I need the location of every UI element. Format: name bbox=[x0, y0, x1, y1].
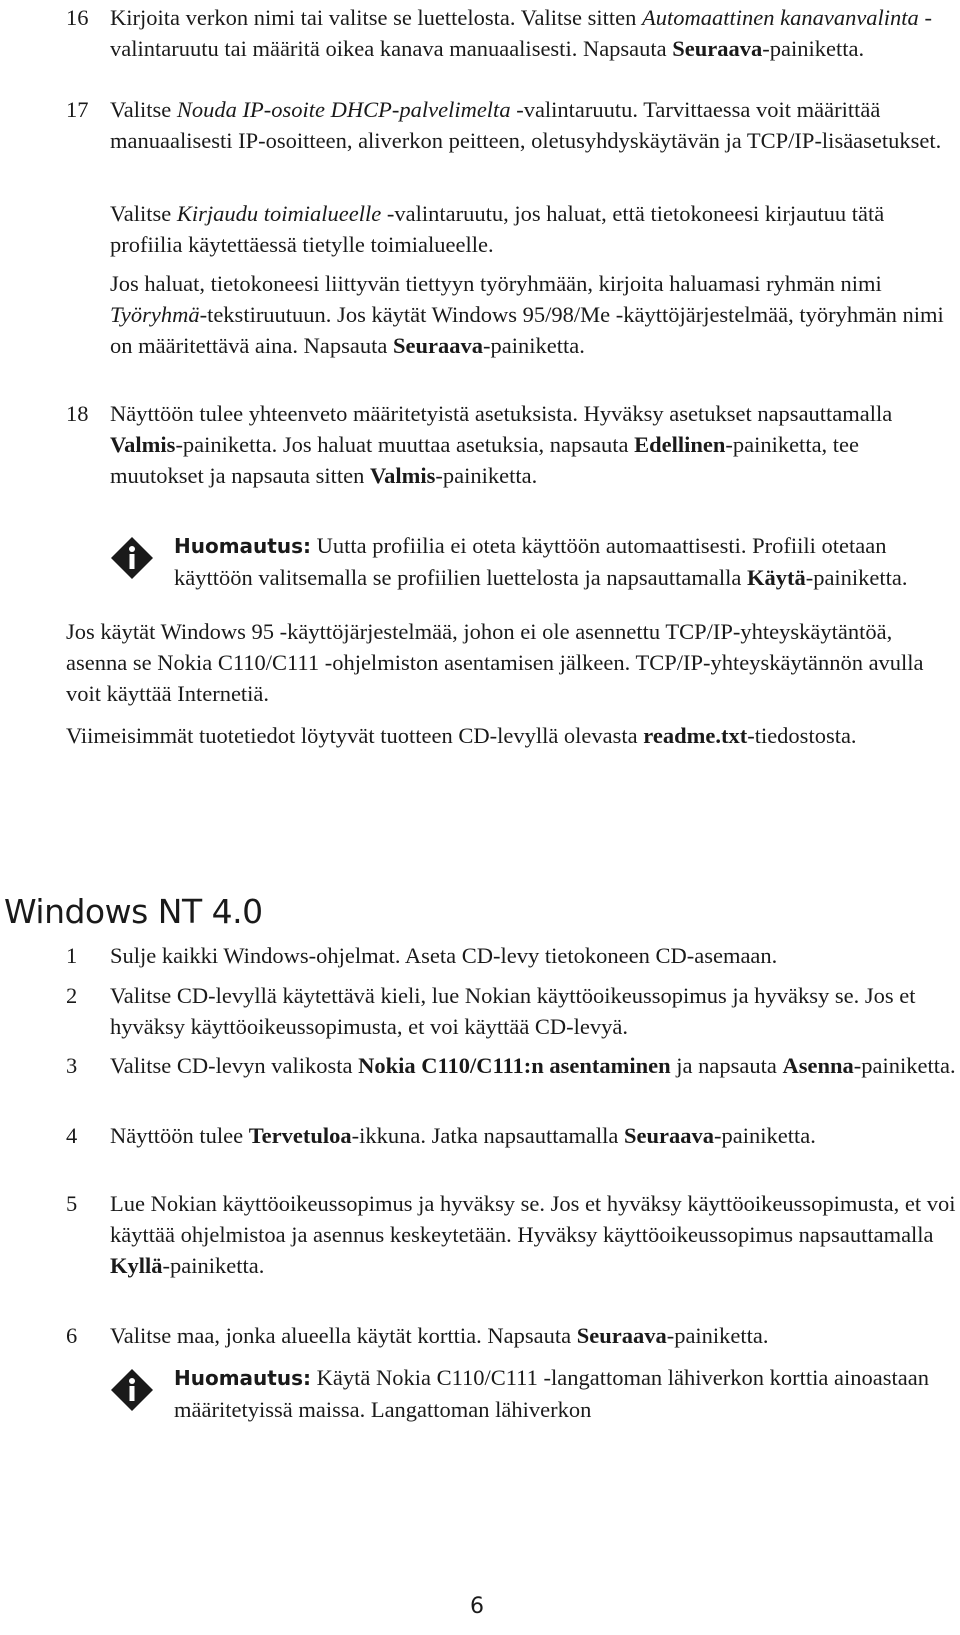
text-run: Tervetuloa bbox=[248, 1123, 352, 1148]
step-17-workgroup-paragraph bbox=[110, 268, 956, 361]
text-run: Seuraava bbox=[576, 1323, 667, 1348]
nt-step-1 bbox=[66, 940, 956, 971]
text-run: Seuraava bbox=[393, 333, 483, 358]
text-run: Seuraava bbox=[672, 36, 763, 61]
step-number: 4 bbox=[66, 1123, 78, 1148]
text-run: Valmis bbox=[110, 432, 176, 457]
step-number: 6 bbox=[66, 1323, 78, 1348]
text-run: -valintaruutu, jos haluat, että tietokoneesi kirjautuu tätä profiilia käytettäessä tietylle toimialueelle. bbox=[110, 201, 885, 257]
page-number: 6 bbox=[470, 1594, 484, 1619]
step-text bbox=[110, 940, 956, 971]
text-run: Näyttöön tulee bbox=[110, 1123, 249, 1148]
nt-step-3 bbox=[66, 1050, 956, 1081]
text-run: Automaattinen kanavanvalinta bbox=[641, 5, 919, 30]
text-run: Näyttöön tulee yhteenveto määritetyistä asetuksista. Hyväksy asetukset napsauttamalla bbox=[110, 401, 893, 426]
text-run: Käytä bbox=[746, 565, 806, 590]
windows95-paragraph bbox=[66, 616, 956, 709]
text-run: -painiketta. bbox=[666, 1323, 769, 1348]
step-text bbox=[110, 1188, 956, 1281]
step-text bbox=[110, 94, 956, 156]
step-number: 17 bbox=[66, 97, 89, 122]
nt-step-6 bbox=[66, 1320, 956, 1351]
text-run: -painiketta. bbox=[435, 463, 538, 488]
text-run: -painiketta. bbox=[853, 1053, 956, 1078]
text-run: -valintaruutu. Tarvittaessa voit määrittää manuaalisesti IP-osoitteen, aliverkon peitteen, oletusyhdyskäytävän ja TCP/IP-lisäasetukset. bbox=[110, 97, 942, 153]
note-new-profile bbox=[110, 530, 956, 593]
readme-paragraph bbox=[66, 720, 956, 751]
text-run: -painiketta. bbox=[762, 36, 865, 61]
text-run: Sulje kaikki Windows-ohjelmat. Aseta CD-levy tietokoneen CD-asemaan. bbox=[110, 943, 778, 968]
info-icon bbox=[110, 1368, 154, 1412]
note-label: Huomautus: bbox=[174, 534, 311, 558]
text-run: Käytä Nokia C110/C111 -langattoman lähiverkon korttia ainoastaan määritetyissä maissa. Langattoman lähiverkon bbox=[174, 1365, 929, 1422]
text-run: Nouda IP-osoite DHCP-palvelimelta bbox=[176, 97, 511, 122]
text-run: readme.txt bbox=[643, 723, 748, 748]
info-icon bbox=[110, 536, 154, 580]
text-run: Edellinen bbox=[634, 432, 726, 457]
step-17-domain-paragraph bbox=[110, 198, 956, 260]
note-allowed-countries bbox=[110, 1362, 956, 1425]
note-text bbox=[174, 530, 956, 593]
step-number: 3 bbox=[66, 1053, 78, 1078]
step-18 bbox=[66, 398, 956, 491]
text-run: Valitse bbox=[110, 201, 177, 226]
text-run: Valitse CD-levyllä käytettävä kieli, lue Nokian käyttöoikeussopimus ja hyväksy se. Jos et hyväksy käyttöoikeussopimusta, et voi käyttää CD-levyä. bbox=[110, 983, 916, 1039]
step-text bbox=[110, 1120, 956, 1151]
step-16 bbox=[66, 2, 956, 64]
text-run: -painiketta. bbox=[162, 1253, 265, 1278]
text-run: Valmis bbox=[369, 463, 436, 488]
step-text bbox=[110, 398, 956, 491]
step-text bbox=[110, 1050, 956, 1081]
step-number: 16 bbox=[66, 5, 89, 30]
step-number: 1 bbox=[66, 943, 78, 968]
step-number: 2 bbox=[66, 983, 78, 1008]
text-run: -ikkuna. Jatka napsauttamalla bbox=[351, 1123, 625, 1148]
text-run: -tiedostosta. bbox=[747, 723, 857, 748]
text-run: Uutta profiilia ei oteta käyttöön automaattisesti. Profiili otetaan käyttöön valitsemalla se profiilien luettelosta ja napsauttamalla bbox=[174, 533, 887, 590]
text-run: Valitse bbox=[110, 97, 177, 122]
text-run: -valintaruutu tai määritä oikea kanava manuaalisesti. Napsauta bbox=[110, 5, 932, 61]
text-run: Kyllä bbox=[110, 1253, 163, 1278]
text-run: Kirjoita verkon nimi tai valitse se luettelosta. Valitse sitten bbox=[110, 5, 642, 30]
step-text bbox=[110, 2, 956, 64]
step-text bbox=[110, 980, 956, 1042]
text-run: Kirjaudu toimialueelle bbox=[176, 201, 382, 226]
note-label: Huomautus: bbox=[174, 1366, 311, 1390]
text-run: Nokia C110/C111:n asentaminen bbox=[358, 1053, 671, 1078]
text-run: Työryhmä bbox=[110, 302, 200, 327]
text-run: Seuraava bbox=[624, 1123, 715, 1148]
nt-step-2 bbox=[66, 980, 956, 1042]
text-run: ja napsauta bbox=[670, 1053, 783, 1078]
step-number: 5 bbox=[66, 1191, 78, 1216]
step-17 bbox=[66, 94, 956, 156]
text-run: -painiketta. bbox=[483, 333, 585, 358]
text-run: -painiketta. bbox=[714, 1123, 816, 1148]
text-run: -painiketta, tee muutokset ja napsauta sitten bbox=[110, 432, 860, 488]
text-run: Lue Nokian käyttöoikeussopimus ja hyväksy se. Jos et hyväksy käyttöoikeussopimusta, et voi käyttää ohjelmistoa ja asennus keskeytetään. Hyväksy käyttöoikeussopimus napsauttamalla bbox=[110, 1191, 956, 1247]
nt-step-5 bbox=[66, 1188, 956, 1281]
text-run: -tekstiruutuun. Jos käytät Windows 95/98/Me -käyttöjärjestelmää, työryhmän nimi on määritettävä aina. Napsauta bbox=[110, 302, 944, 358]
text-run: Asenna bbox=[782, 1053, 854, 1078]
text-run: Jos haluat, tietokoneesi liittyvän tiettyyn työryhmään, kirjoita haluamasi ryhmän nimi bbox=[110, 271, 882, 296]
step-text bbox=[110, 1320, 956, 1351]
step-number: 18 bbox=[66, 401, 89, 426]
text-run: Viimeisimmät tuotetiedot löytyvät tuotteen CD-levyllä olevasta bbox=[66, 723, 644, 748]
text-run: Jos käytät Windows 95 -käyttöjärjestelmää, johon ei ole asennettu TCP/IP-yhteyskäytäntöä, asenna se Nokia C110/C111 -ohjelmiston asentamisen jälkeen. TCP/IP-yhteyskäytännön avulla voit käyttää Internetiä. bbox=[66, 619, 924, 706]
text-run: -painiketta. Jos haluat muuttaa asetuksia, napsauta bbox=[175, 432, 635, 457]
nt-step-4 bbox=[66, 1120, 956, 1151]
text-run: Valitse CD-levyn valikosta bbox=[110, 1053, 359, 1078]
section-heading: Windows NT 4.0 bbox=[4, 892, 263, 931]
note-text bbox=[174, 1362, 956, 1425]
text-run: -painiketta. bbox=[805, 565, 908, 590]
text-run: Valitse maa, jonka alueella käytät korttia. Napsauta bbox=[110, 1323, 577, 1348]
